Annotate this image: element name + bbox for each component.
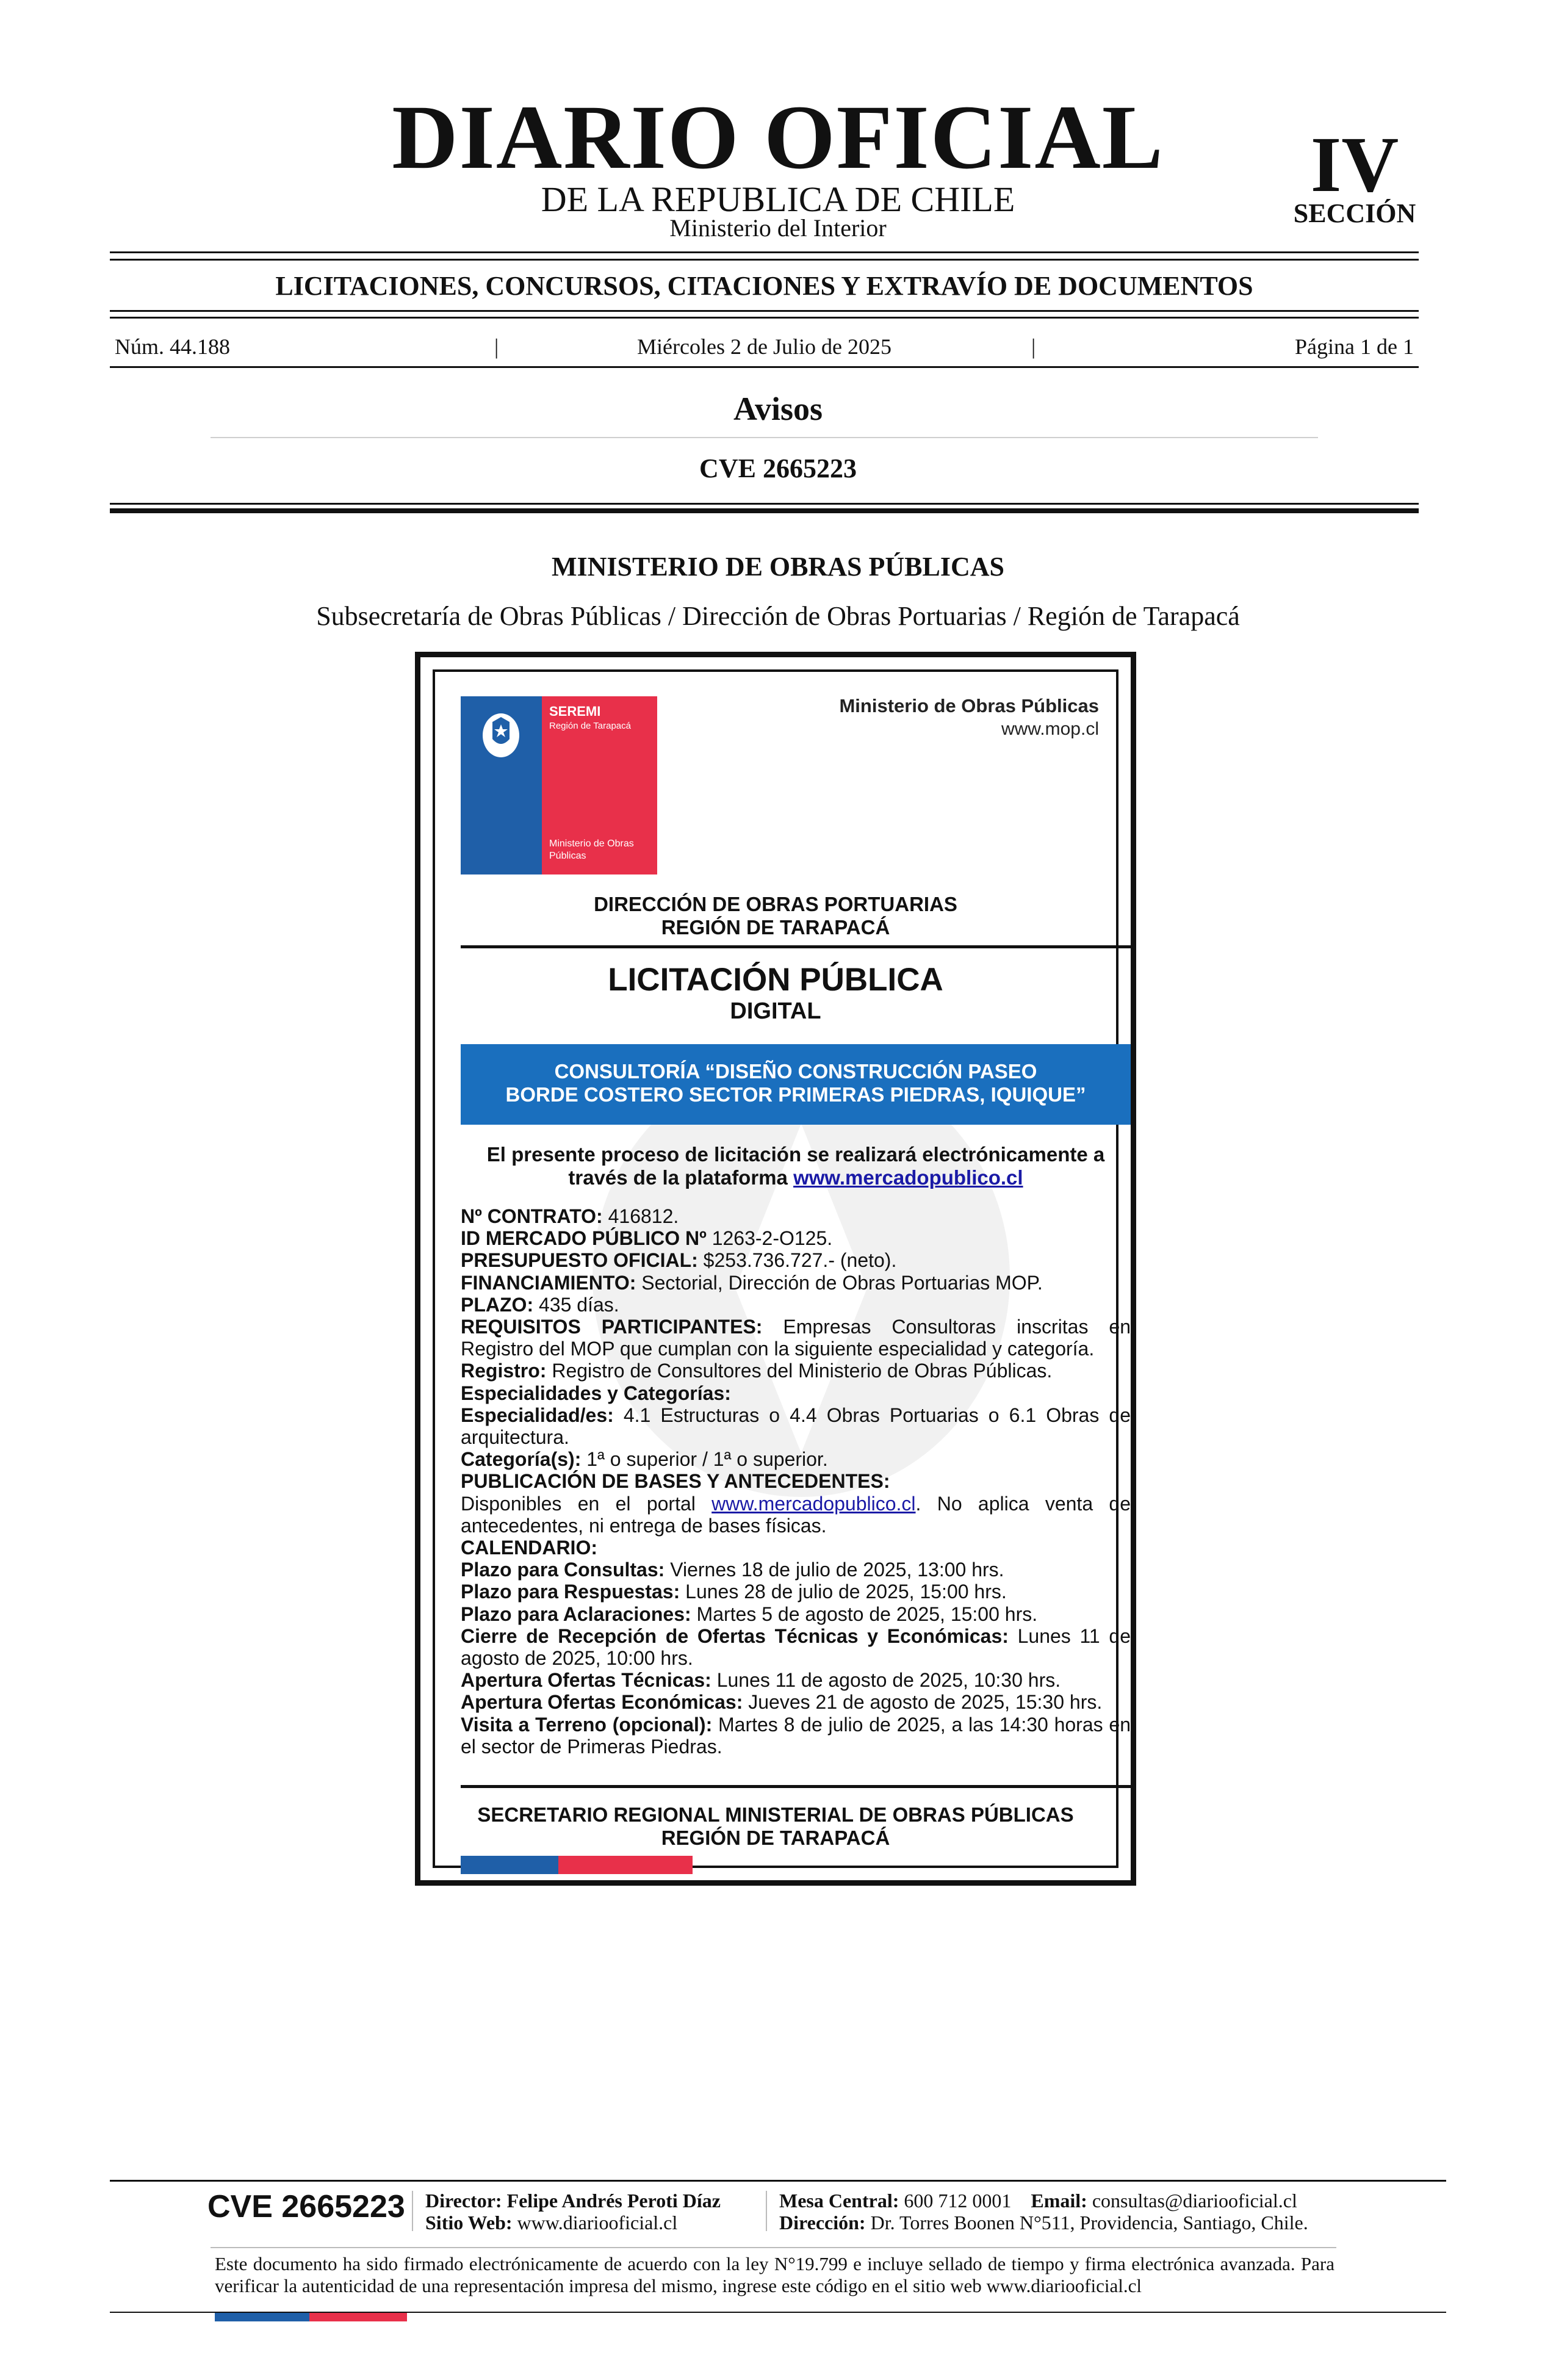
- director-name: Felipe Andrés Peroti Díaz: [506, 2190, 721, 2212]
- consultoria-line: BORDE COSTERO SECTOR PRIMERAS PIEDRAS, IQUIQUE”: [505, 1083, 1086, 1106]
- meta-separator: |: [1031, 334, 1036, 359]
- section-number: IV: [1310, 121, 1399, 209]
- licitacion-title: LICITACIÓN PÚBLICA: [608, 962, 943, 998]
- detail-item: [461, 1382, 1131, 1404]
- digital-subtitle: DIGITAL: [730, 998, 821, 1024]
- calendar-item-value: Lunes 11 de agosto de 2025, 10:00 hrs.: [461, 1625, 1131, 1670]
- calendar-item-label: Apertura Ofertas Económicas:: [461, 1691, 743, 1714]
- detail-item: [461, 1470, 1131, 1492]
- detail-item-label: Registro:: [461, 1360, 547, 1382]
- detail-item: [461, 1360, 1131, 1382]
- band-rule: [110, 310, 1419, 312]
- masthead-rule: [110, 259, 1419, 261]
- mercadopublico-link[interactable]: www.mercadopublico.cl: [793, 1166, 1023, 1189]
- detail-item: [461, 1205, 1131, 1227]
- calendar-item-value: Lunes 11 de agosto de 2025, 10:30 hrs.: [711, 1669, 1061, 1692]
- detail-item-label: PRESUPUESTO OFICIAL:: [461, 1249, 698, 1272]
- intro-paragraph: [461, 1143, 1131, 1189]
- logo-region: Región de Tarapacá: [549, 721, 631, 731]
- web-label: Sitio Web:: [425, 2212, 513, 2234]
- calendar-item-label: Plazo para Aclaraciones:: [461, 1603, 691, 1625]
- logo-red-panel: [542, 696, 657, 874]
- detail-item-label: ID MERCADO PÚBLICO Nº: [461, 1227, 707, 1250]
- notice-content: [433, 669, 1131, 1868]
- calendar-item: [461, 1603, 1131, 1625]
- mop-name: Ministerio de Obras Públicas: [839, 695, 1099, 716]
- detail-item: [461, 1272, 1131, 1294]
- director-label: Director:: [425, 2190, 502, 2212]
- detail-item-value: 1ª o superior / 1ª o superior.: [581, 1448, 828, 1471]
- avisos-heading: Avisos: [733, 391, 823, 427]
- consultoria-banner: [461, 1044, 1131, 1125]
- publicacion-post: . No aplica venta de antecedentes, ni entrega de bases físicas.: [461, 1492, 1131, 1537]
- mesa-phone: 600 712 0001: [904, 2190, 1012, 2212]
- details-list: [461, 1205, 1131, 1493]
- calendar-item-value: Jueves 21 de agosto de 2025, 15:30 hrs.: [743, 1691, 1103, 1714]
- calendar-item-value: Martes 5 de agosto de 2025, 15:00 hrs.: [691, 1603, 1038, 1625]
- seremi-logo: [461, 696, 657, 874]
- signature-block: [435, 1803, 1116, 1850]
- detail-item: [461, 1294, 1131, 1316]
- flag-blue: [461, 1856, 558, 1874]
- flag-blue: [215, 2313, 309, 2321]
- detail-item-label: Especialidades y Categorías:: [461, 1382, 731, 1404]
- subsecretaria-line: Subsecretaría de Obras Públicas / Dirección de Obras Portuarias / Región de Tarapacá: [316, 601, 1240, 631]
- legal-notice: Este documento ha sido firmado electrónicamente de acuerdo con la ley N°19.799 e incluye sellado de tiempo y firma electrónica avanzada. Para verificar la autenticidad de una representación impresa del mismo, ingrese este código en el sitio web www.diariooficial.cl: [215, 2253, 1334, 2296]
- issue-meta: [110, 333, 1419, 360]
- ministry-heading: MINISTERIO DE OBRAS PÚBLICAS: [551, 552, 1005, 582]
- avisos-divider: [211, 437, 1318, 438]
- masthead-subtitle: DE LA REPUBLICA DE CHILE: [541, 179, 1015, 219]
- calendar-item-value: Martes 8 de julio de 2025, a las 14:30 horas en el sector de Primeras Piedras.: [461, 1713, 1131, 1758]
- detail-item-label: Categoría(s):: [461, 1448, 582, 1471]
- detail-item-value: Sectorial, Dirección de Obras Portuarias MOP.: [636, 1271, 1043, 1294]
- direccion-label: Dirección:: [779, 2212, 866, 2234]
- footer-separator: [766, 2191, 767, 2231]
- calendar-item: [461, 1669, 1131, 1691]
- detail-item-value: 416812.: [602, 1205, 679, 1227]
- calendar-list: [461, 1559, 1131, 1758]
- detail-item: [461, 1448, 1131, 1470]
- notice-frame: [415, 652, 1136, 1886]
- detail-item-label: Especialidad/es:: [461, 1404, 614, 1426]
- footer-address: Dr. Torres Boonen N°511, Providencia, Santiago, Chile.: [870, 2212, 1308, 2234]
- coat-of-arms-icon: [468, 704, 534, 763]
- calendar-item-label: Visita a Terreno (opcional):: [461, 1713, 713, 1736]
- notice-rule: [461, 1785, 1131, 1788]
- detail-item-value: Registro de Consultores del Ministerio de Obras Públicas.: [546, 1360, 1053, 1382]
- footer-divider: [211, 2247, 1336, 2248]
- header-rule: [110, 503, 1419, 505]
- calendario-label: CALENDARIO:: [461, 1537, 597, 1559]
- detail-item-label: PLAZO:: [461, 1293, 534, 1316]
- issue-date: Miércoles 2 de Julio de 2025: [637, 334, 891, 359]
- region-line: REGIÓN DE TARAPACÁ: [661, 916, 890, 939]
- footer-contact-block: [779, 2190, 1308, 2234]
- calendar-item: [461, 1581, 1131, 1603]
- footer-website[interactable]: www.diariooficial.cl: [517, 2212, 678, 2234]
- footer-email[interactable]: consultas@diariooficial.cl: [1092, 2190, 1297, 2212]
- email-label: Email:: [1031, 2190, 1087, 2212]
- signature-title: SECRETARIO REGIONAL MINISTERIAL DE OBRAS PÚBLICAS: [477, 1803, 1074, 1826]
- calendar-item-value: Lunes 28 de julio de 2025, 15:00 hrs.: [680, 1581, 1007, 1603]
- footer-rule: [110, 2180, 1446, 2182]
- cve-code: CVE 2665223: [699, 453, 857, 483]
- footer-separator: [412, 2191, 413, 2231]
- detail-item-label: REQUISITOS PARTICIPANTES:: [461, 1316, 763, 1338]
- calendario-heading: [461, 1537, 1131, 1559]
- detail-item-value: $253.736.727.- (neto).: [697, 1249, 897, 1272]
- meta-separator: |: [494, 334, 499, 359]
- detail-item-value: 4.1 Estructuras o 4.4 Obras Portuarias o 6.1 Obras de arquitectura.: [461, 1404, 1131, 1449]
- detail-item-label: PUBLICACIÓN DE BASES Y ANTECEDENTES:: [461, 1470, 890, 1493]
- direccion-line: DIRECCIÓN DE OBRAS PORTUARIAS: [594, 893, 957, 915]
- calendar-item: [461, 1559, 1131, 1581]
- meta-rule: [110, 366, 1419, 368]
- publicacion-text: [461, 1493, 1131, 1537]
- footer-flag-stripe: [215, 2313, 407, 2321]
- signature-region: REGIÓN DE TARAPACÁ: [661, 1826, 890, 1849]
- detail-item-label: FINANCIAMIENTO:: [461, 1271, 636, 1294]
- detail-item-value: Empresas Consultoras inscritas en Registro del MOP que cumplan con la siguiente especialidad y categoría.: [461, 1316, 1131, 1360]
- logo-seremi: SEREMI: [549, 704, 601, 719]
- footer-cve: CVE 2665223: [207, 2189, 405, 2224]
- mercadopublico-link[interactable]: www.mercadopublico.cl: [711, 1492, 916, 1515]
- publicacion-pre: Disponibles en el portal: [461, 1492, 712, 1515]
- calendar-item-label: Apertura Ofertas Técnicas:: [461, 1669, 711, 1692]
- calendar-item: [461, 1691, 1131, 1713]
- detail-item: [461, 1227, 1131, 1249]
- band-title: LICITACIONES, CONCURSOS, CITACIONES Y EXTRAVÍO DE DOCUMENTOS: [275, 271, 1253, 301]
- detail-item: [461, 1249, 1131, 1271]
- detail-item-value: 435 días.: [533, 1293, 619, 1316]
- mesa-label: Mesa Central:: [779, 2190, 899, 2212]
- calendar-item: [461, 1714, 1131, 1758]
- calendar-item: [461, 1625, 1131, 1669]
- logo-ministerio: Ministerio de Obras Públicas: [549, 838, 634, 861]
- flag-red: [309, 2313, 407, 2321]
- section-label: SECCIÓN: [1293, 198, 1416, 228]
- masthead-ministry: Ministerio del Interior: [669, 214, 887, 242]
- notice-details: [461, 1205, 1131, 1758]
- consultoria-line: CONSULTORÍA “DISEÑO CONSTRUCCIÓN PASEO: [554, 1060, 1037, 1083]
- page-indicator: Página 1 de 1: [1295, 334, 1414, 359]
- header-rule: [110, 508, 1419, 513]
- calendar-item-value: Viernes 18 de julio de 2025, 13:00 hrs.: [665, 1559, 1004, 1581]
- direccion-heading: [435, 893, 1116, 939]
- mop-website: www.mop.cl: [1001, 719, 1099, 739]
- flag-red: [558, 1856, 693, 1874]
- footer-director-block: [425, 2190, 721, 2234]
- notice-rule: [461, 945, 1131, 948]
- masthead-rule: [110, 251, 1419, 253]
- flag-stripe: [461, 1856, 693, 1874]
- calendar-item-label: Plazo para Consultas:: [461, 1559, 665, 1581]
- calendar-item-label: Cierre de Recepción de Ofertas Técnicas y Económicas:: [461, 1625, 1009, 1647]
- calendar-item-label: Plazo para Respuestas:: [461, 1581, 680, 1603]
- detail-item-label: Nº CONTRATO:: [461, 1205, 603, 1227]
- logo-blue-panel: [461, 696, 542, 874]
- band-rule: [110, 317, 1419, 319]
- detail-item: [461, 1404, 1131, 1448]
- masthead-title: DIARIO OFICIAL: [392, 87, 1164, 188]
- issue-number: Núm. 44.188: [115, 334, 230, 359]
- detail-item: [461, 1316, 1131, 1360]
- intro-text: El presente proceso de licitación se realizará electrónicamente a través de la plataforma: [486, 1143, 1105, 1189]
- detail-item-value: 1263-2-O125.: [706, 1227, 833, 1250]
